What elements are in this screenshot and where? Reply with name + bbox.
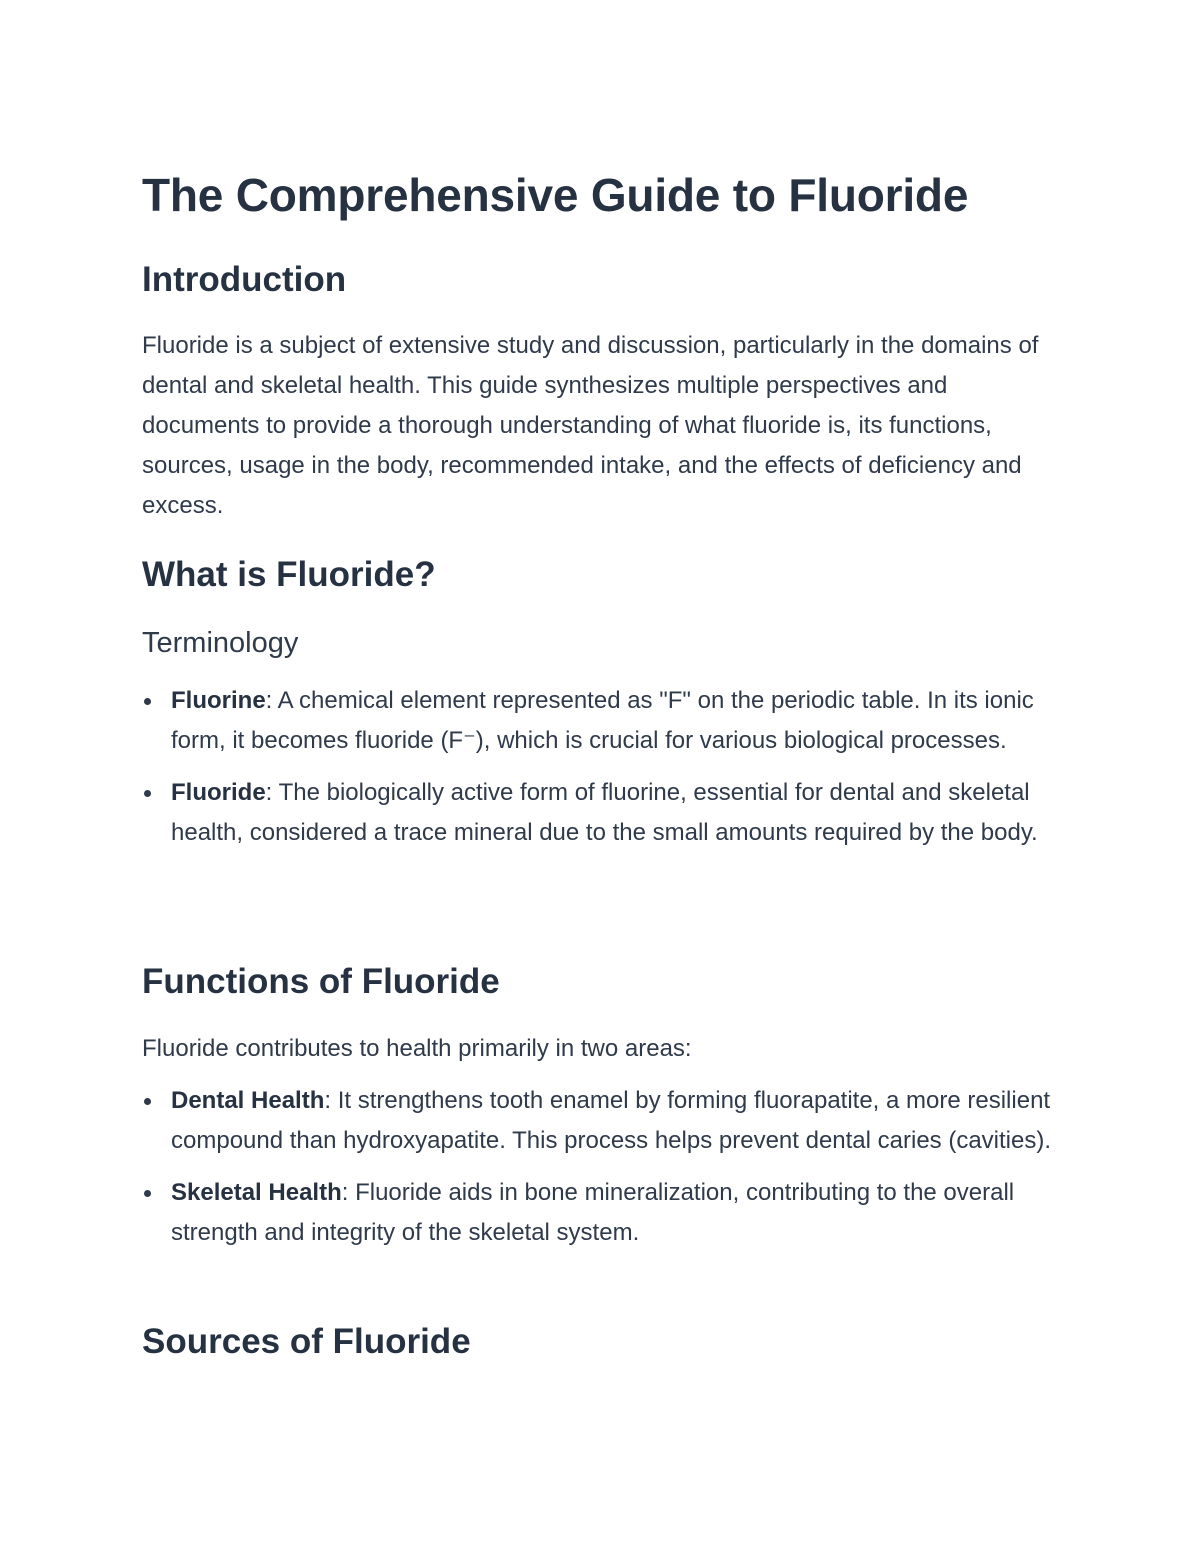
list-item-term: Dental Health	[171, 1087, 325, 1114]
list-item-text: : A chemical element represented as "F" on the periodic table. In its ionic form, it becomes fluoride (F⁻), which is crucial for various biological processes.	[171, 687, 1034, 754]
bullet-icon	[144, 698, 151, 705]
list-item	[142, 681, 1062, 761]
terminology-subheading: Terminology	[142, 627, 299, 659]
what-is-fluoride-heading: What is Fluoride?	[142, 555, 436, 594]
sources-heading: Sources of Fluoride	[142, 1322, 471, 1361]
bullet-icon	[144, 1098, 151, 1105]
bullet-icon	[144, 790, 151, 797]
document-title: The Comprehensive Guide to Fluoride	[142, 169, 969, 221]
bullet-icon	[144, 1190, 151, 1197]
list-item-text: : Fluoride aids in bone mineralization, contributing to the overall strength and integrity of the skeletal system.	[171, 1179, 1015, 1246]
list-item-text: : It strengthens tooth enamel by forming fluorapatite, a more resilient compound than hydroxyapatite. This process helps prevent dental caries (cavities).	[171, 1087, 1052, 1154]
list-item	[142, 1173, 1062, 1253]
list-item-text: : The biologically active form of fluorine, essential for dental and skeletal health, considered a trace mineral due to the small amounts required by the body.	[171, 779, 1038, 846]
introduction-paragraph: Fluoride is a subject of extensive study and discussion, particularly in the domains of dental and skeletal health. This guide synthesizes multiple perspectives and documents to provide a thorough understanding of what fluoride is, its functions, sources, usage in the body, recommended intake, and the effects of deficiency and excess.	[142, 332, 1039, 519]
list-item-term: Fluoride	[171, 779, 266, 806]
list-item	[142, 1081, 1062, 1161]
terminology-list	[142, 681, 1062, 853]
introduction-heading: Introduction	[142, 260, 347, 299]
functions-heading: Functions of Fluoride	[142, 962, 500, 1001]
functions-list	[142, 1081, 1062, 1253]
list-item	[142, 773, 1062, 853]
list-item-term: Fluorine	[171, 687, 266, 714]
list-item-term: Skeletal Health	[171, 1179, 342, 1206]
functions-intro: Fluoride contributes to health primarily in two areas:	[142, 1035, 692, 1062]
